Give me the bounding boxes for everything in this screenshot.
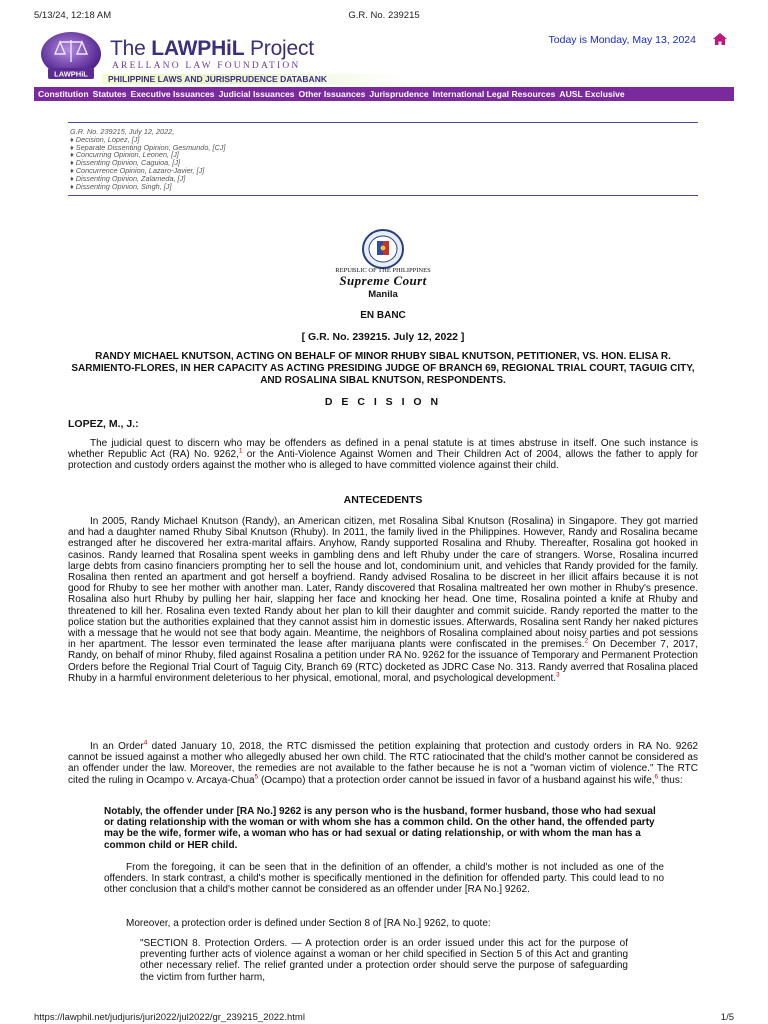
- footnote-link[interactable]: 2: [584, 637, 589, 645]
- toc-item[interactable]: ♦ Dissenting Opinion, Zalameda, [J]: [70, 173, 186, 183]
- decision-heading: D E C I S I O N: [324, 396, 442, 408]
- case-number: [ G.R. No. 239215. July 12, 2022 ]: [301, 331, 465, 343]
- divider: [68, 122, 698, 123]
- print-page-number: 1/5: [720, 1012, 734, 1023]
- paragraph: In an Order$^4$ dated January 10, 2018, the RTC dismissed the petition explaining that protection and custody orders in RA No. 9262 cannot be issued against a mother who allegedly abused her own child. The RTC ratiocinated that the child's mother cannot be considered as an offender under the law. Moreover, the remedies are not available to the father because he is not a "woman victim of violence." The RTC cited the ruling in Ocampo v. Arcaya-Chua$^5$ (Ocampo) that a protection order cannot be issued in favor of a husband against his wife,$^6$ thus:: [68, 739, 698, 786]
- divider: [68, 195, 698, 196]
- paragraph: Moreover, a protection order is defined under Section 8 of [RA No.] 9262, to quote:: [126, 918, 491, 929]
- home-icon[interactable]: [712, 32, 728, 46]
- republic-label: REPUBLIC OF THE PHILIPPINES: [335, 267, 431, 274]
- footnote-link[interactable]: 5: [254, 773, 259, 781]
- paragraph: The judicial quest to discern who may be offenders as defined in a penal statute is at times abstruse in itself. One such instance is whether Republic Act (RA) No. 9262,$^1$ or the Anti-Violence Against Women and Their Children Act of 2004, allows the father to apply for protection and custody orders against the mother who is alleged to have committed violence against their child.: [68, 438, 698, 472]
- toc-item[interactable]: ♦ Dissenting Opinion, Singh, [J]: [70, 181, 172, 191]
- toc-heading: G.R. No. 239215, July 12, 2022,: [70, 127, 175, 136]
- nav-statutes[interactable]: Statutes: [92, 89, 127, 99]
- paragraph: From the foregoing, it can be seen that in the definition of an offender, a child's mother is not included as one of the offenders. In stark contrast, a child's mother is specifically mentioned in the definition for offended party. This could lead to no other conclusion that a child's mother cannot be considered as an offender under [RA No.] 9262.: [104, 862, 664, 896]
- lawphil-logo-icon[interactable]: [38, 30, 104, 82]
- section-heading: ANTECEDENTS: [343, 494, 423, 506]
- footnote-link[interactable]: 4: [143, 739, 148, 747]
- footnote-link[interactable]: 1: [238, 447, 243, 455]
- toc-item[interactable]: ♦ Decision, Lopez, [J]: [70, 134, 140, 144]
- print-datetime: 5/13/24, 12:18 AM: [34, 10, 112, 21]
- today-date: Today is Monday, May 13, 2024: [548, 34, 696, 46]
- court-city: Manila: [368, 289, 398, 300]
- toc-item[interactable]: ♦ Concurrence Opinion, Lazaro-Javier, [J]: [70, 165, 205, 175]
- supreme-court-seal-icon: [360, 228, 406, 270]
- footnote-link[interactable]: 6: [654, 773, 659, 781]
- site-brand[interactable]: The LAWPHiL Project: [110, 37, 314, 60]
- nav-other-issuances[interactable]: Other Issuances: [298, 89, 366, 99]
- nav-executive-issuances[interactable]: Executive Issuances: [130, 89, 215, 99]
- foundation-name: ARELLANO LAW FOUNDATION: [112, 61, 301, 71]
- statute-quote: "SECTION 8. Protection Orders. — A protection order is an order issued under this act for the purpose of preventing further acts of violence against a woman or her child specified in Section 5 of this Act and granting other necessary relief. The relief granted under a protection order should serve the purpose of safeguarding the victim from further harm,: [140, 938, 628, 983]
- block-quote: Notably, the offender under [RA No.] 9262 is any person who is the husband, former husband, those who had sexual or dating relationship with the woman or with whom she has a common child. On the other hand, the offended party may be the wife, former wife, a woman who has or had sexual or dating relationship, or with whom the man has a common child or HER child.: [104, 806, 656, 851]
- toc-item[interactable]: ♦ Dissenting Opinion, Caguioa, [J]: [70, 158, 180, 168]
- court-name: Supreme Court: [339, 273, 427, 288]
- paragraph: In 2005, Randy Michael Knutson (Randy), an American citizen, met Rosalina Sibal Knutson (Rosalina) in Singapore. They got married and had a daughter named Rhuby Sibal Knutson (Rhuby). In 2011, the family lived in the Philippines. However, Randy and Rosalina became estranged after he discovered her extra-marital affairs. Anyhow, Randy supported Rosalina and Rhuby. Thereafter, Rosalina got hooked in casinos. Randy learned that Rosalina spent weeks in gambling dens and left Rhuby under the care of strangers. Worse, Rosalina incurred large debts from casino financiers prompting her to sell the house and lot, condominium unit, and vehicles that Randy provided for the family. Rosalina then rented an apartment and got herself a boyfriend. Randy advised Rosalina to be discreet in her illicit affairs because it is not good for Rhuby to see her mother with another man. Later, Randy discovered that Rosalina maltreated her own mother in Rhuby's presence. Rosalina also hurt Rhuby by pulling her hair, slapping her face and knocking her head. One time, Rosalina pointed a knife at Rhuby and threatened to kill her. Rosalina even texted Randy about her plan to kill their daughter and commit suicide. Randy reported the matter to the police station but the authorities explained that they cannot assist him in domestic issues. Afterwards, Rosalina sent Randy her naked pictures with a message that he would not see that body again. Meantime, the neighbors of Rosalina complained about noisy parties and pot sessions in her apartment. The lessor even terminated the lease after marijuana plants were confiscated in the premises.$^2$ On December 7, 2017, Randy, on behalf of minor Rhuby, filed against Rosalina a petition under RA No. 9262 for the issuance of Temporary and Permanent Protection Orders before the Regional Trial Court of Taguig City, Branch 69 (RTC) docketed as JDRC Case No. 313. Randy averred that Rosalina placed Rhuby in a harmful environment deleterious to her physical, emotional, moral, and psychological development.$^3$: [68, 516, 698, 684]
- division-label: EN BANC: [360, 310, 406, 321]
- toc-item[interactable]: ♦ Concurring Opinion, Leonen, [J]: [70, 150, 179, 160]
- opinions-toc: [70, 128, 225, 190]
- print-header: [0, 10, 768, 24]
- nav-judicial-issuances[interactable]: Judicial Issuances: [218, 89, 295, 99]
- site-header: [32, 28, 732, 86]
- svg-text:LAWPHiL: LAWPHiL: [54, 69, 88, 79]
- toc-item[interactable]: ♦ Separate Dissenting Opinion, Gesmundo, [CJ]: [70, 142, 226, 152]
- print-doc-title: G.R. No. 239215: [348, 10, 420, 21]
- nav-ausl-exclusive[interactable]: AUSL Exclusive: [559, 89, 625, 99]
- nav-constitution[interactable]: Constitution: [38, 89, 89, 99]
- case-caption: RANDY MICHAEL KNUTSON, ACTING ON BEHALF OF MINOR RHUBY SIBAL KNUTSON, PETITIONER, VS. HON. ELISA R. SARMIENTO-FLORES, IN HER CAPACITY AS ACTING PRESIDING JUDGE OF BRANCH 69, REGIONAL TRIAL COURT, TAGUIG CITY, AND ROSALINA SIBAL KNUTSON, RESPONDENTS.: [71, 351, 695, 386]
- print-url: https://lawphil.net/judjuris/juri2022/jul2022/gr_239215_2022.html: [34, 1012, 305, 1023]
- main-nav: [34, 87, 734, 101]
- footnote-link[interactable]: 3: [556, 671, 560, 679]
- databank-label: PHILIPPINE LAWS AND JURISPRUDENCE DATABANK: [102, 74, 407, 84]
- ponente: LOPEZ, M., J.:: [68, 418, 139, 430]
- nav-international-legal-resources[interactable]: International Legal Resources: [432, 89, 556, 99]
- nav-jurisprudence[interactable]: Jurisprudence: [369, 89, 429, 99]
